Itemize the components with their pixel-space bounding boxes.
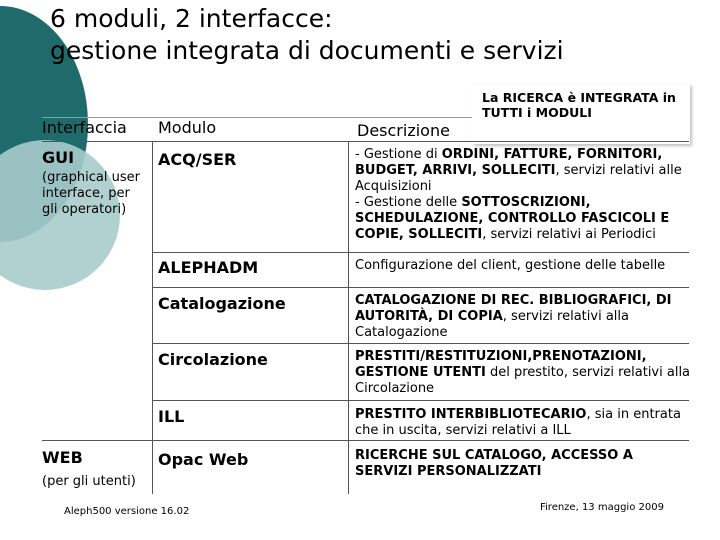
module-acq-ser: ACQ/SER [158, 150, 237, 169]
header-modulo: Modulo [158, 118, 217, 137]
desc-acq-ser [355, 147, 691, 243]
desc-circolazione [355, 349, 691, 397]
footer-date: Firenze, 13 maggio 2009 [540, 502, 664, 513]
desc-keyword: RICERCHE SUL CATALOGO, ACCESSO A SERVIZI PERSONALIZZATI [355, 448, 633, 479]
desc-keyword: CATALOGAZIONE DI REC. BIBLIOGRAFICI, DI AUTORITÀ, DI COPIA [355, 293, 672, 324]
module-alephadm: ALEPHADM [158, 258, 259, 277]
row-divider [152, 287, 689, 288]
interface-gui-name: GUI [42, 148, 75, 167]
search-callout: La RICERCA è INTEGRATA in TUTTI i MODULI [472, 84, 690, 144]
desc-text: , servizi relativi alle Acquisizioni [355, 163, 682, 194]
desc-text: del prestito, servizi relativi alla Circolazione [355, 365, 691, 396]
header-interfaccia: Interfaccia [42, 118, 127, 137]
desc-text: - Gestione di [355, 147, 442, 162]
interface-web-desc: (per gli utenti) [42, 474, 136, 489]
column-divider-right [348, 141, 349, 494]
module-opac-web: Opac Web [158, 450, 249, 469]
desc-text: , servizi relativi ai Periodici [482, 227, 656, 242]
module-catalogazione: Catalogazione [158, 294, 286, 313]
desc-text: Configurazione del client, gestione delle tabelle [355, 258, 666, 273]
row-divider [152, 252, 689, 253]
slide-title: 6 moduli, 2 interfacce: [50, 4, 333, 33]
table-top-line [42, 141, 689, 142]
desc-keyword: SOTTOSCRIZIONI, SCHEDULAZIONE, CONTROLLO FASCICOLI E COPIE, SOLLECITI [355, 195, 670, 242]
desc-keyword: ORDINI, FATTURE, FORNITORI, BUDGET, ARRIVI, SOLLECITI [355, 147, 663, 178]
column-divider-left [152, 141, 153, 494]
module-ill: ILL [158, 407, 185, 426]
desc-opac-web [355, 448, 691, 480]
footer-version: Aleph500 versione 16.02 [64, 506, 190, 517]
desc-text: - Gestione delle [355, 195, 462, 210]
slide-subtitle: gestione integrata di documenti e servizi [50, 36, 564, 65]
interface-gui-desc: (graphical user interface, per gli operatori) [42, 170, 140, 217]
desc-text: , sia in entrata che in uscita, servizi relativi a ILL [355, 407, 681, 438]
desc-catalogazione [355, 293, 691, 341]
module-circolazione: Circolazione [158, 350, 268, 369]
interface-web-name: WEB [42, 448, 83, 467]
row-divider [42, 440, 689, 441]
desc-text: , servizi relativi alla Catalogazione [355, 309, 629, 340]
header-descrizione: Descrizione [357, 121, 450, 140]
row-divider [152, 343, 689, 344]
desc-ill [355, 407, 691, 439]
desc-keyword: PRESTITO INTERBIBLIOTECARIO [355, 407, 587, 422]
desc-keyword: PRESTITI/RESTITUZIONI,PRENOTAZIONI, GESTIONE UTENTI [355, 349, 647, 380]
row-divider [152, 400, 689, 401]
desc-alephadm [355, 258, 691, 274]
